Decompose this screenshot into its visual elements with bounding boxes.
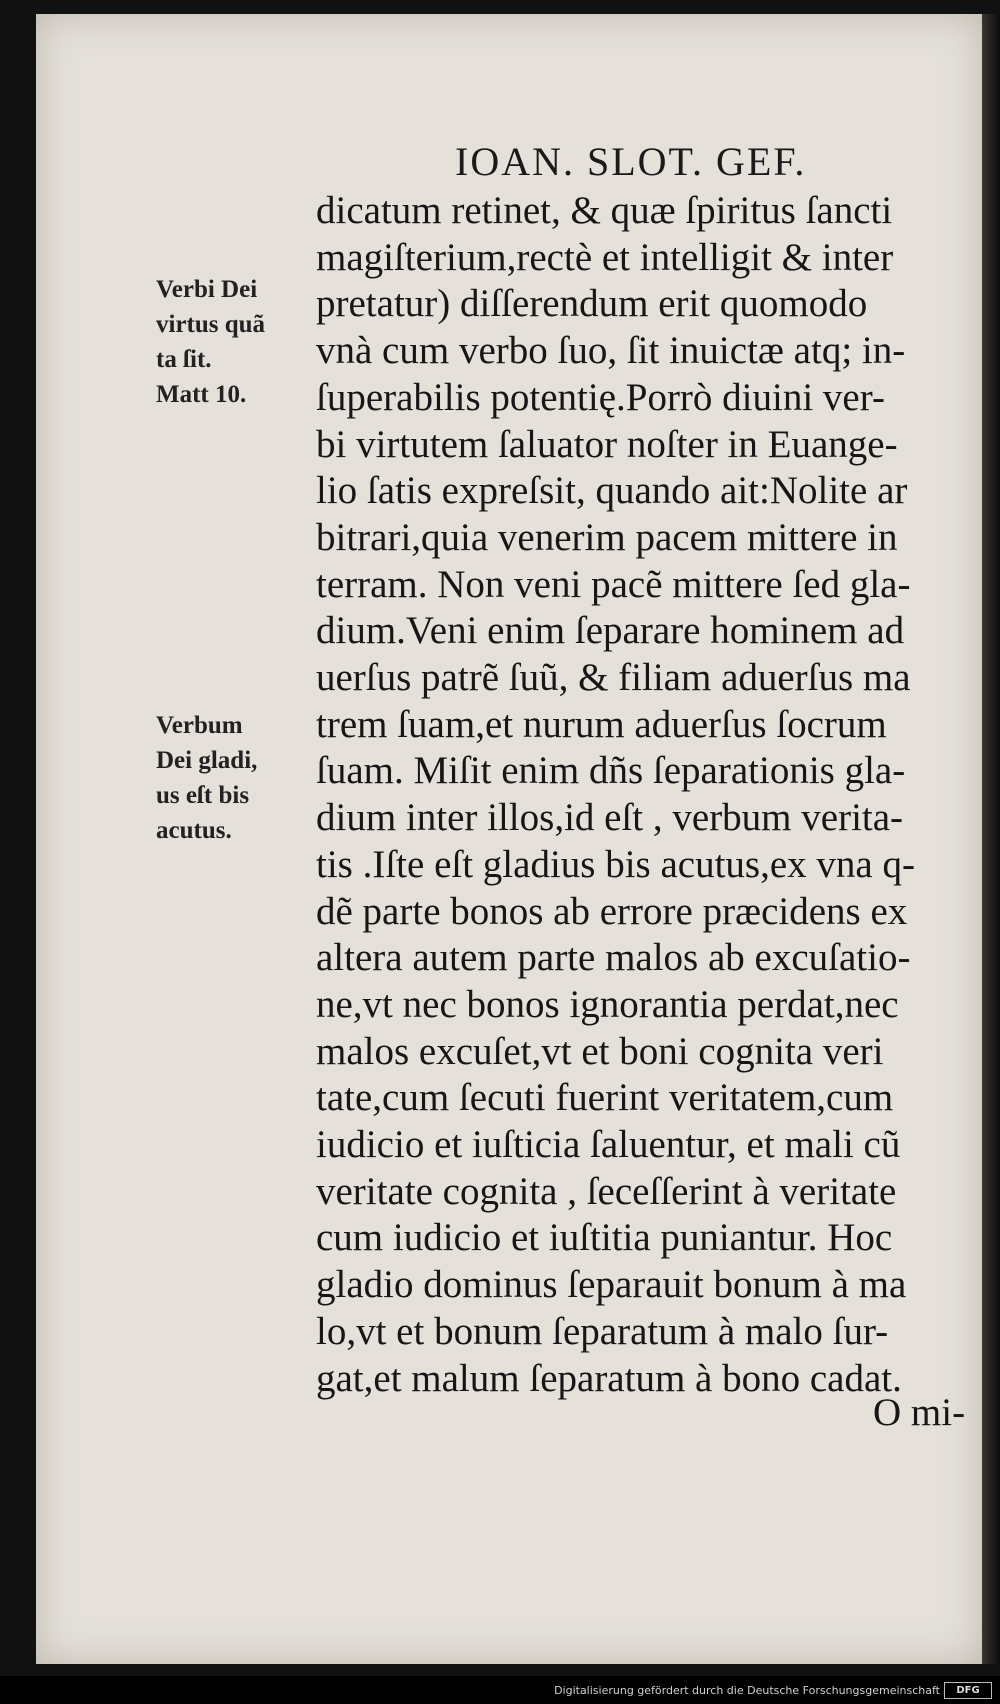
margin-note-line: Verbum xyxy=(156,712,243,739)
margin-note-line: Matt 10. xyxy=(156,381,247,408)
catchword: O mi- xyxy=(873,1391,966,1434)
text-line: gladio dominus ſeparauit bonum à ma xyxy=(316,1263,907,1307)
margin-note-2 xyxy=(156,708,306,848)
text-line: uerſus patrẽ ſuũ, & filiam aduerſus ma xyxy=(316,656,911,700)
text-line: dium.Veni enim ſeparare hominem ad xyxy=(316,609,905,653)
text-line: pretatur) diſſerendum erit quomodo xyxy=(316,282,868,326)
text-line: gat,et malum ſeparatum à bono cadat. xyxy=(316,1356,902,1400)
page-edge xyxy=(982,14,1000,1664)
dfg-logo: DFG xyxy=(944,1682,992,1699)
text-line: malos excuſet,vt et boni cognita veri xyxy=(316,1029,884,1073)
text-line: tate,cum ſecuti fuerint veritatem,cum xyxy=(316,1076,894,1120)
running-header: IOAN. SLOT. GEF. xyxy=(455,139,807,184)
text-line: bi virtutem ſaluator noſter in Euange- xyxy=(316,422,898,466)
text-line: ſuam. Miſit enim dñs ſeparationis gla- xyxy=(316,749,906,793)
text-line: iudicio et iuſticia ſaluentur, et mali cũ xyxy=(316,1123,901,1167)
footer-credit: Digitalisierung gefördert durch die Deutsche Forschungsgemeinschaft xyxy=(554,1684,940,1697)
text-line: lo,vt et bonum ſeparatum à malo ſur- xyxy=(316,1309,889,1353)
text-line: trem ſuam,et nurum aduerſus ſocrum xyxy=(316,702,887,746)
text-line: terram. Non veni pacẽ mittere ſed gla- xyxy=(316,562,911,606)
body-text xyxy=(316,188,976,1402)
margin-note-line: acutus. xyxy=(156,817,232,844)
text-line: bitrari,quia venerim pacem mittere in xyxy=(316,515,898,559)
text-line: vnà cum verbo ſuo, ſit inuictæ atq; in- xyxy=(316,329,906,373)
text-line: dicatum retinet, & quæ ſpiritus ſancti xyxy=(316,189,893,232)
margin-note-line: Dei gladi, xyxy=(156,747,258,774)
footer-bar xyxy=(0,1676,1000,1704)
margin-note-line: virtus quã xyxy=(156,311,266,338)
margin-note-1 xyxy=(156,272,306,412)
text-line: lio ſatis expreſsit, quando ait:Nolite ar xyxy=(316,469,908,513)
text-line: dẽ parte bonos ab errore præcidens ex xyxy=(316,889,908,933)
text-line: cum iudicio et iuſtitia puniantur. Hoc xyxy=(316,1216,893,1260)
margin-note-line: Verbi Dei xyxy=(156,276,258,303)
margin-note-line: ta ſit. xyxy=(156,346,212,373)
text-line: ſuperabilis potentię.Porrò diuini ver- xyxy=(316,375,885,419)
text-line: tis .Iſte eſt gladius bis acutus,ex vna q- xyxy=(316,842,915,886)
text-line: magiſterium,rectè et intelligit & inter xyxy=(316,235,894,279)
text-line: veritate cognita , ſeceſſerint à veritate xyxy=(316,1169,897,1213)
margin-note-line: us eſt bis xyxy=(156,782,250,809)
text-line: altera autem parte malos ab excuſatio- xyxy=(316,936,911,980)
text-line: ne,vt nec bonos ignorantia perdat,nec xyxy=(316,982,899,1026)
text-line: dium inter illos,id eſt , verbum verita- xyxy=(316,796,904,840)
